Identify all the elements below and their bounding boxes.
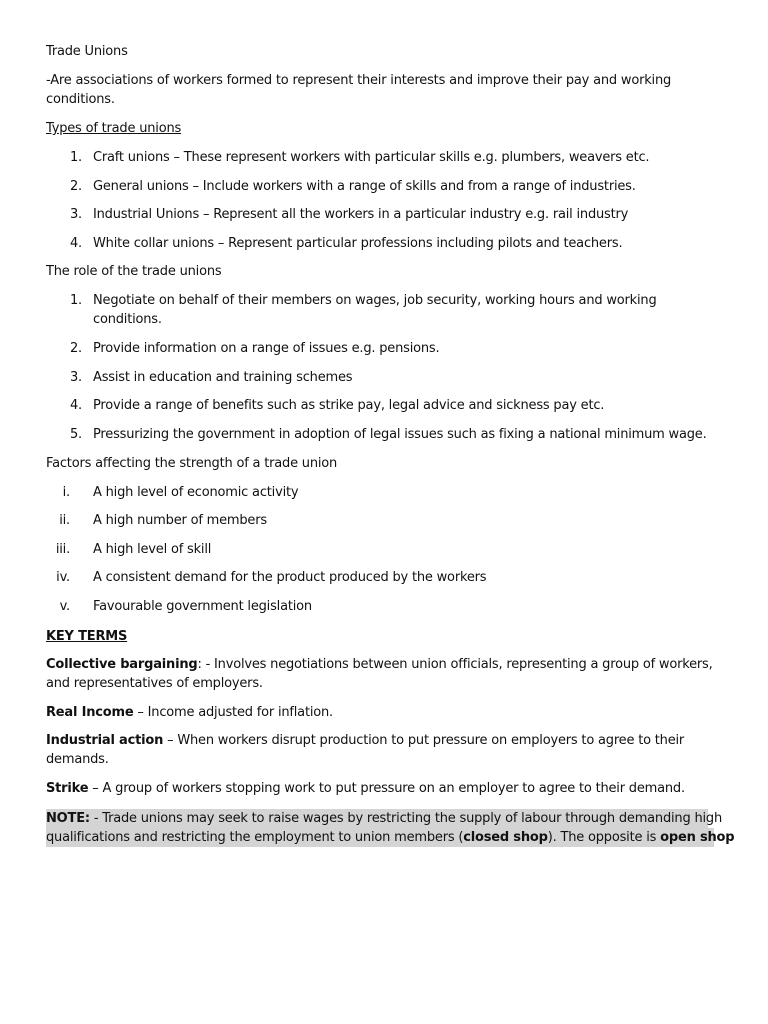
list-number: 2. <box>69 179 82 194</box>
term-label: Industrial action <box>46 733 164 748</box>
term-strike <box>46 779 736 798</box>
list-number: 1. <box>69 150 82 165</box>
list-number: i. <box>62 485 70 500</box>
note-label: NOTE: <box>46 811 90 826</box>
list-item <box>0 425 768 444</box>
note-line-1 <box>46 809 736 828</box>
list-text: Craft unions – These represent workers with particular skills e.g. plumbers, weavers etc. <box>93 150 650 165</box>
term-label: Real Income <box>46 705 134 720</box>
list-item <box>0 205 768 224</box>
term-label: Strike <box>46 781 89 796</box>
term-real-income <box>46 703 736 722</box>
term-label: Collective bargaining <box>46 657 198 672</box>
list-item <box>0 540 768 559</box>
note-text: - Trade unions may seek to raise wages by restricting the supply of labour through demanding high <box>89 811 722 826</box>
note-text: ). The opposite is <box>547 830 661 845</box>
list-number: 3. <box>69 207 82 222</box>
list-item <box>0 568 768 587</box>
list-text: Favourable government legislation <box>93 599 312 614</box>
open-shop-term: open shop <box>660 830 735 845</box>
role-heading: The role of the trade unions <box>46 264 222 279</box>
list-text: Pressurizing the government in adoption of legal issues such as fixing a national minimum wage. <box>93 427 707 442</box>
term-definition: – Income adjusted for inflation. <box>133 705 333 720</box>
list-item <box>0 396 768 415</box>
list-item <box>0 368 768 387</box>
key-terms-heading: KEY TERMS <box>46 629 128 644</box>
term-definition: – A group of workers stopping work to put pressure on an employer to agree to their demand. <box>88 781 685 796</box>
list-text: Negotiate on behalf of their members on wages, job security, working hours and working conditions. <box>93 293 657 327</box>
list-text: A consistent demand for the product produced by the workers <box>93 570 487 585</box>
list-number: 2. <box>69 341 82 356</box>
list-number: 3. <box>69 370 82 385</box>
list-number: 4. <box>69 398 82 413</box>
list-text: Assist in education and training schemes <box>93 370 353 385</box>
list-item <box>0 483 768 502</box>
list-number: v. <box>59 599 70 614</box>
list-text: White collar unions – Represent particular professions including pilots and teachers. <box>93 236 623 251</box>
list-text: A high level of economic activity <box>93 485 299 500</box>
list-text: Industrial Unions – Represent all the workers in a particular industry e.g. rail industry <box>93 207 629 222</box>
list-text: A high number of members <box>93 513 267 528</box>
list-number: iv. <box>56 570 70 585</box>
list-item <box>0 597 768 616</box>
list-item <box>0 177 768 196</box>
list-number: 5. <box>69 427 82 442</box>
list-text: A high level of skill <box>93 542 212 557</box>
types-heading: Types of trade unions <box>46 121 182 136</box>
term-definition: – When workers disrupt production to put pressure on employers to agree to their demands. <box>46 733 685 767</box>
list-item <box>0 339 768 358</box>
term-industrial-action <box>46 731 736 769</box>
list-item <box>0 148 768 167</box>
factors-heading: Factors affecting the strength of a trade union <box>46 456 338 471</box>
note-text: qualifications and restricting the employment to union members ( <box>46 830 464 845</box>
list-text: Provide information on a range of issues e.g. pensions. <box>93 341 440 356</box>
term-collective-bargaining <box>46 655 736 693</box>
list-item <box>0 511 768 530</box>
list-number: iii. <box>55 542 70 557</box>
list-number: ii. <box>59 513 70 528</box>
list-item <box>0 234 768 253</box>
list-text: General unions – Include workers with a range of skills and from a range of industries. <box>93 179 636 194</box>
list-text: Provide a range of benefits such as strike pay, legal advice and sickness pay etc. <box>93 398 605 413</box>
list-item <box>0 291 768 329</box>
definition-text: -Are associations of workers formed to represent their interests and improve their pay and working conditions. <box>46 73 672 107</box>
note-line-2 <box>46 828 736 847</box>
closed-shop-term: closed shop <box>463 830 548 845</box>
list-number: 1. <box>69 293 82 308</box>
term-definition: : - Involves negotiations between union officials, representing a group of workers, and representatives of employers. <box>46 657 713 691</box>
page-title: Trade Unions <box>46 44 128 59</box>
list-number: 4. <box>69 236 82 251</box>
